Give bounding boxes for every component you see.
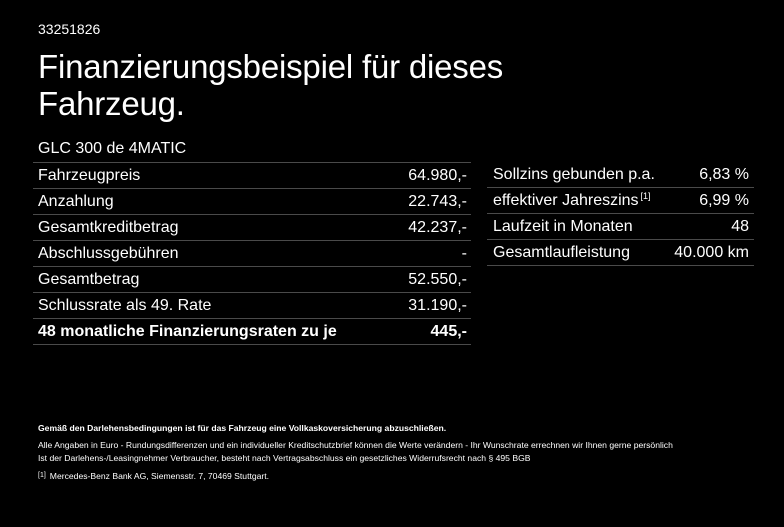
row-value: 6,99 % <box>699 191 749 209</box>
lender-address: Mercedes-Benz Bank AG, Siemensstr. 7, 70469 Stuttgart. <box>49 471 270 481</box>
table-row-effective-rate <box>487 188 754 214</box>
table-row-vehicle-price <box>33 163 471 189</box>
table-row-closing-fees <box>33 241 471 267</box>
row-label-text: effektiver Jahreszins <box>493 192 639 209</box>
table-row-term-months <box>487 214 754 240</box>
page-title: Finanzierungsbeispiel für dieses Fahrzeug. <box>38 48 504 122</box>
row-value: 31.190,- <box>408 296 467 314</box>
withdrawal-right-line: Ist der Darlehens-/Leasingnehmer Verbraucher, besteht nach Vertragsabschluss ein gesetzliches Widerrufsrecht nach § 495 BGB <box>38 453 531 463</box>
row-value: 6,83 % <box>699 165 749 183</box>
row-value: 48 <box>731 217 749 235</box>
interest-table <box>487 162 754 266</box>
vehicle-model: GLC 300 de 4MATIC <box>38 140 187 157</box>
row-label: Gesamtbetrag <box>38 270 140 288</box>
row-label: Abschlussgebühren <box>38 244 179 262</box>
row-label: Fahrzeugpreis <box>38 166 141 184</box>
row-label: Anzahlung <box>38 192 114 210</box>
footnote-reference <box>38 469 758 483</box>
row-label: 48 monatliche Finanzierungsraten zu je <box>38 322 337 340</box>
legal-footnotes <box>38 422 758 483</box>
row-label <box>493 191 651 210</box>
row-label: Sollzins gebunden p.a. <box>493 165 655 183</box>
row-value: 40.000 km <box>674 243 749 261</box>
financing-table <box>33 162 471 345</box>
row-value: 22.743,- <box>408 192 467 210</box>
table-row-total-credit <box>33 215 471 241</box>
table-row-total-mileage <box>487 240 754 266</box>
row-value: 64.980,- <box>408 166 467 184</box>
row-label: Gesamtlaufleistung <box>493 243 630 261</box>
row-label: Gesamtkreditbetrag <box>38 218 179 236</box>
row-value: 42.237,- <box>408 218 467 236</box>
offer-id: 33251826 <box>38 21 101 37</box>
footnote-marker: [1] <box>640 191 651 201</box>
footnote-marker: [1] <box>38 472 46 479</box>
disclaimer-line: Alle Angaben in Euro - Rundungsdifferenzen und ein individueller Kreditschutzbrief können die Werte verändern - Ihr Wunschrate errechnen wir Ihnen gerne persönlich <box>38 440 673 450</box>
table-row-down-payment <box>33 189 471 215</box>
row-value: 52.550,- <box>408 270 467 288</box>
table-row-monthly-rate <box>33 319 471 345</box>
table-row-total-amount <box>33 267 471 293</box>
row-value: 445,- <box>430 322 467 340</box>
insurance-note: Gemäß den Darlehensbedingungen ist für das Fahrzeug eine Vollkaskoversicherung abzuschließen. <box>38 423 447 433</box>
table-row-final-installment <box>33 293 471 319</box>
row-label: Laufzeit in Monaten <box>493 217 633 235</box>
row-value: - <box>461 244 467 262</box>
row-label: Schlussrate als 49. Rate <box>38 296 212 314</box>
table-row-nominal-rate <box>487 162 754 188</box>
